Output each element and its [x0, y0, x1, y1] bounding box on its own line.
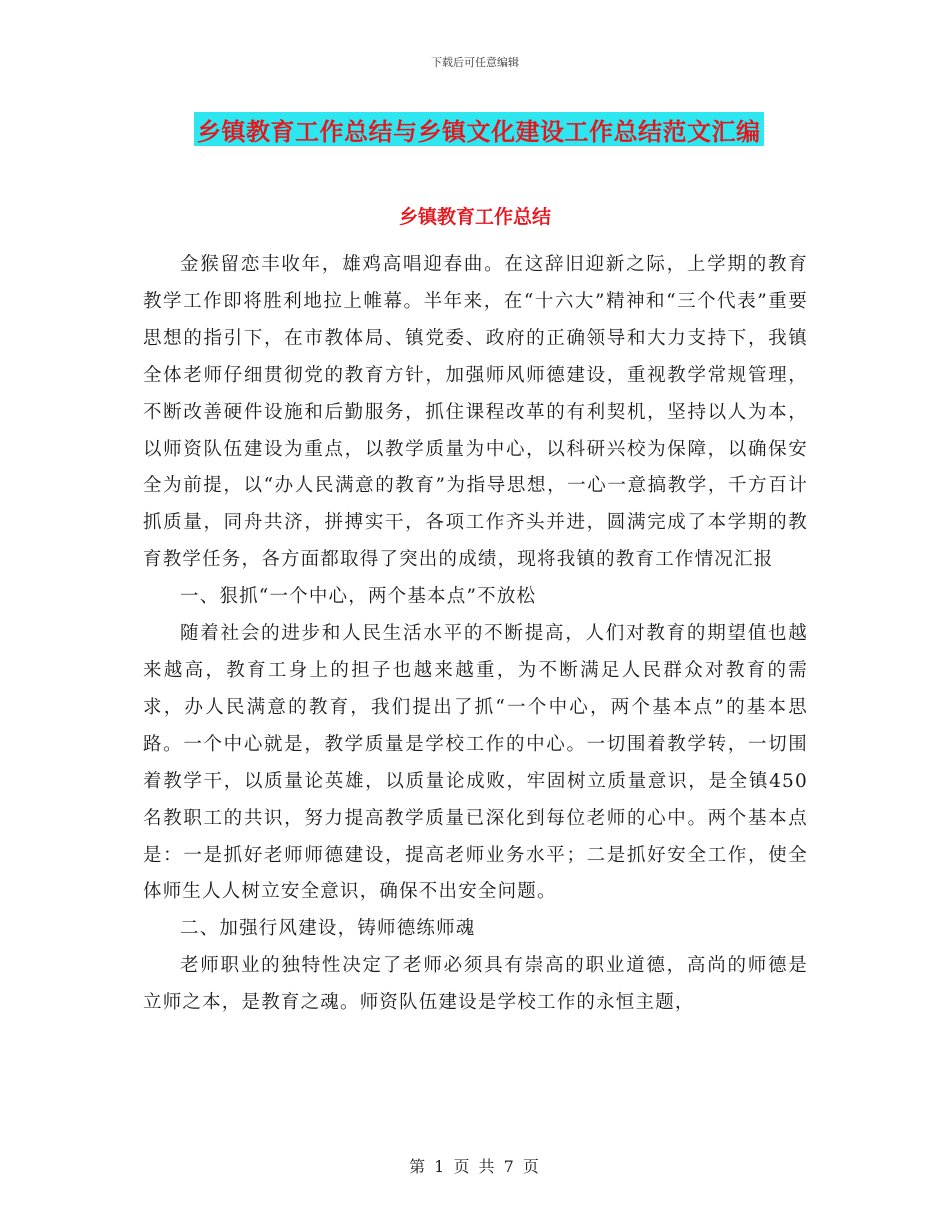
section-title: 乡镇教育工作总结 [398, 206, 551, 228]
paragraph-two: 老师职业的独特性决定了老师必须具有崇高的职业道德，高尚的师德是立师之本，是教育之魂。师资队伍建设是学校工作的永恒主题， [143, 955, 808, 1014]
paragraph-intro: 金猴留恋丰收年，雄鸡高唱迎春曲。在这辞旧迎新之际，上学期的教育教学工作即将胜利地拉上帷幕。半年来，在“十六大”精神和“三个代表”重要思想的指引下，在市教体局、镇党委、政府的正确领导和大力支持下，我镇全体老师仔细贯彻党的教育方针，加强师风师德建设，重视教学常规管理，不断改善硬件设施和后勤服务，抓住课程改革的有利契机，坚持以人为本，以师资队伍建设为重点，以教学质量为中心，以科研兴校为保障，以确保安全为前提，以“办人民满意的教育”为指导思想，一心一意搞教学，千方百计抓质量，同舟共济，拼搏实干，各项工作齐头并进，圆满完成了本学期的教育教学任务，各方面都取得了突出的成绩，现将我镇的教育工作情况汇报 [143, 254, 808, 571]
page-number: 第 1 页 共 7 页 [409, 1157, 541, 1176]
main-title-highlight [194, 112, 764, 146]
document-body [143, 247, 808, 1022]
heading-two: 二、加强行风建设，铸师德练师魂 [180, 918, 476, 940]
paragraph-one: 随着社会的进步和人民生活水平的不断提高，人们对教育的期望值也越来越高，教育工身上的担子也越来越重，为不断满足人民群众对教育的需求，办人民满意的教育，我们提出了抓“一个中心，两个基本点”的基本思路。一个中心就是，教学质量是学校工作的中心。一切围着教学转，一切围着教学干，以质量论英雄，以质量论成败，牢固树立质量意识，是全镇450名教职工的共识，努力提高教学质量已深化到每位老师的心中。两个基本点是：一是抓好老师师德建设，提高老师业务水平；二是抓好安全工作，使全体师生人人树立安全意识，确保不出安全问题。 [143, 623, 808, 903]
main-title: 乡镇教育工作总结与乡镇文化建设工作总结范文汇编 [197, 117, 761, 146]
heading-one: 一、狠抓“一个中心，两个基本点”不放松 [180, 586, 537, 608]
page-header-note: 下载后可任意编辑 [431, 56, 519, 69]
